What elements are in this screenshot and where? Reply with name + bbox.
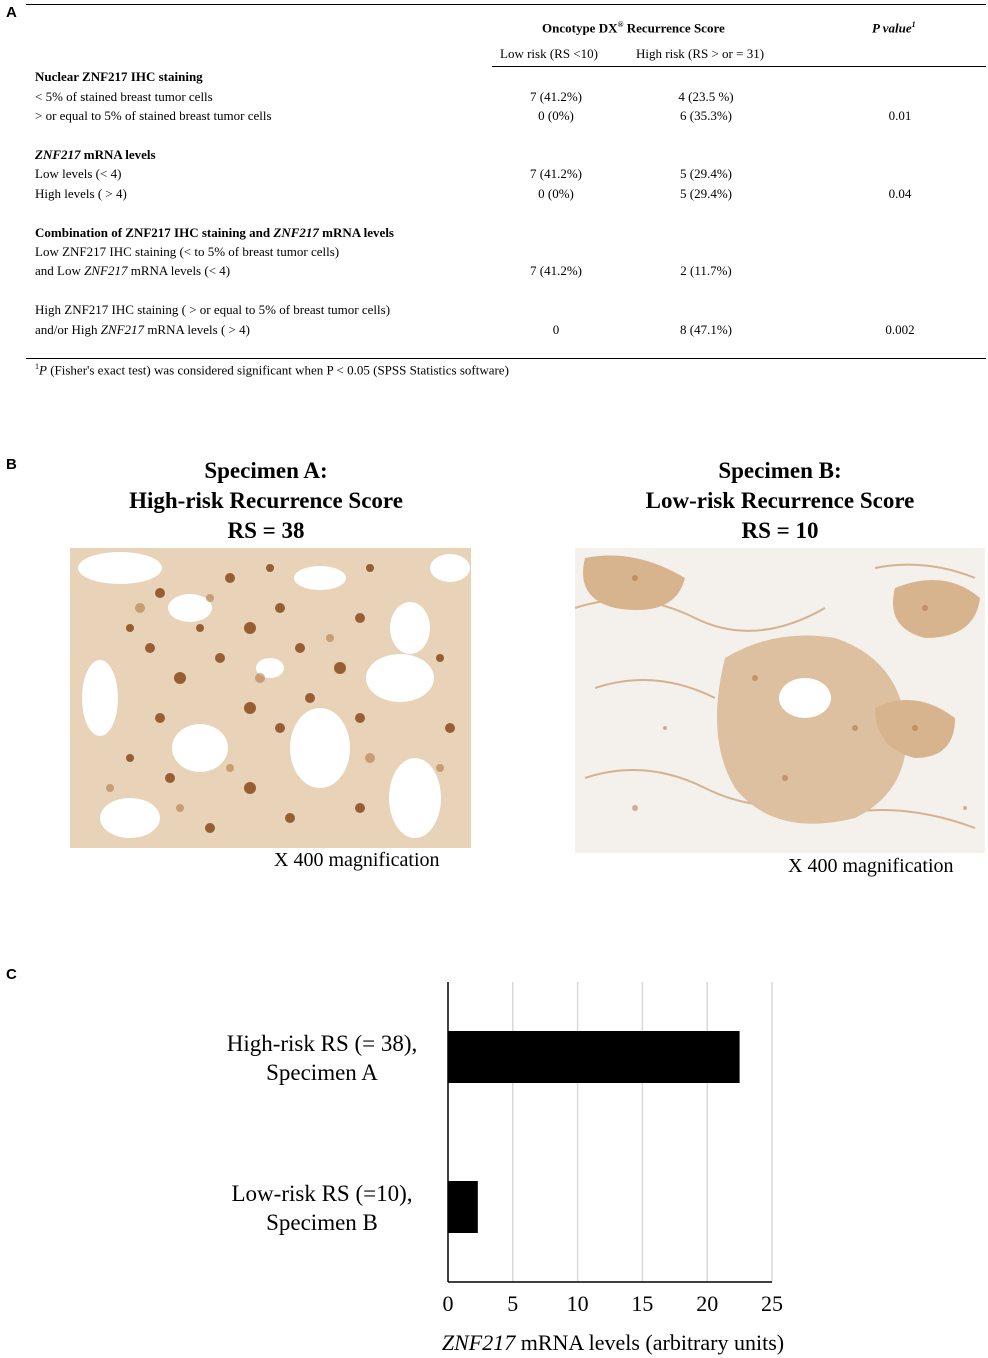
nuclear-pvalue: 0.01	[888, 108, 912, 123]
mrna-row1-high: 5 (29.4%)	[680, 166, 732, 181]
chart-x-axis-label: ZNF217 mRNA levels (arbitrary units)	[441, 1330, 785, 1355]
nuclear-row1-high: 4 (23.5 %)	[678, 89, 734, 104]
pvalue-header: P value$^1$	[872, 20, 916, 36]
mrna-row1-label: Low levels (< 4)	[35, 166, 122, 181]
high-risk-column-header: High risk (RS > or = 31)	[636, 46, 765, 61]
x-tick-15: 15	[631, 1291, 654, 1316]
nuclear-row2-label: > or equal to 5% of stained breast tumor cells	[35, 108, 272, 123]
nuclear-row2-high: 6 (35.3%)	[680, 108, 732, 123]
combination-row2-line1: High ZNF217 IHC staining ( > or equal to 5% of breast tumor cells)	[35, 302, 391, 317]
x-tick-5: 5	[507, 1291, 519, 1316]
nuclear-row1-label: < 5% of stained breast tumor cells	[35, 89, 213, 104]
bar-specimen-b	[448, 1181, 478, 1233]
table-footnote: $^1$P (Fisher's exact test) was considered significant when P < 0.05 (SPSS Statistics software)	[35, 362, 509, 378]
specimen-b-micrograph	[575, 548, 985, 853]
chart-gridlines	[513, 982, 772, 1282]
combination-row1-line2: and Low ZNF217 mRNA levels (< 4)	[35, 263, 231, 278]
combination-pvalue: 0.002	[885, 322, 915, 337]
mrna-row1-low: 7 (41.2%)	[530, 166, 582, 181]
combination-row2-low: 0	[552, 322, 560, 337]
combination-heading: Combination of ZNF217 IHC staining and ZNF217 mRNA levels	[35, 225, 394, 240]
combination-row1-low: 7 (41.2%)	[530, 263, 582, 278]
combination-row2-high: 8 (47.1%)	[680, 322, 732, 337]
mrna-row2-label: High levels ( > 4)	[35, 186, 127, 201]
x-tick-0: 0	[442, 1291, 454, 1316]
specimen-a-magnification: X 400 magnification	[274, 849, 440, 871]
mrna-row2-low: 0 (0%)	[538, 186, 574, 201]
header-sub-rule	[492, 66, 986, 67]
results-table	[26, 0, 986, 400]
nuclear-row1-low: 7 (41.2%)	[530, 89, 582, 104]
combination-row2-line2: and/or High ZNF217 mRNA levels ( > 4)	[35, 322, 250, 337]
panel-c-letter: C	[6, 966, 17, 983]
x-tick-10: 10	[566, 1291, 589, 1316]
nuclear-heading: Nuclear ZNF217 IHC staining	[35, 69, 203, 84]
mrna-bar-chart	[0, 960, 988, 1358]
oncotype-header: Oncotype DX® Recurrence Score	[542, 20, 725, 36]
table-top-rule	[26, 4, 986, 5]
specimen-b-title: Specimen B: Low-risk Recurrence Score RS = 10	[645, 458, 915, 543]
category-label-1: Low-risk RS (=10), Specimen B	[231, 1181, 413, 1235]
panel-b-letter: B	[6, 456, 17, 473]
mrna-heading: ZNF217 mRNA levels	[35, 147, 156, 162]
specimen-a-micrograph	[70, 548, 471, 848]
specimen-b-magnification: X 400 magnification	[788, 855, 954, 877]
low-risk-column-header: Low risk (RS <10)	[500, 46, 598, 61]
specimen-a-title: Specimen A: High-risk Recurrence Score RS = 38	[129, 458, 403, 543]
category-label-0: High-risk RS (= 38), Specimen A	[226, 1031, 418, 1085]
x-tick-20: 20	[696, 1291, 719, 1316]
mrna-row2-high: 5 (29.4%)	[680, 186, 732, 201]
panel-a-letter: A	[6, 4, 17, 21]
combination-row1-high: 2 (11.7%)	[680, 263, 732, 278]
bar-specimen-a	[448, 1031, 740, 1083]
nuclear-row2-low: 0 (0%)	[538, 108, 574, 123]
mrna-pvalue: 0.04	[888, 186, 912, 201]
table-bottom-rule	[26, 358, 986, 359]
combination-row1-line1: Low ZNF217 IHC staining (< to 5% of breast tumor cells)	[35, 244, 340, 259]
x-tick-25: 25	[761, 1291, 783, 1316]
